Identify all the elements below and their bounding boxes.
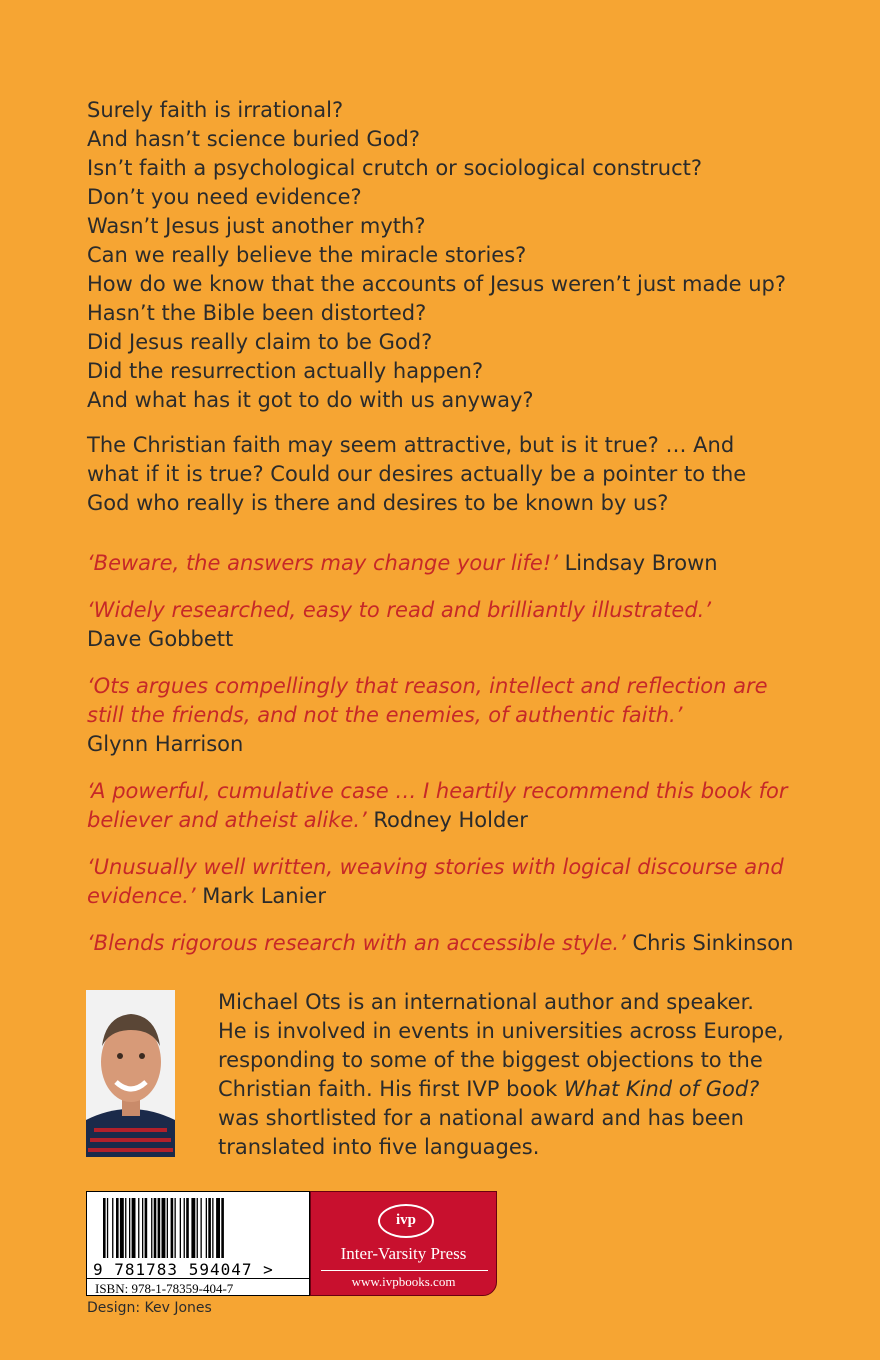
ivp-logo: ivp [378,1204,434,1238]
endorsement-text: ‘Unusually well written, weaving stories with logical discourse and evidence.’ [87,855,784,908]
endorsement [87,672,807,759]
barcode-bar [138,1198,139,1258]
barcode-bar [167,1198,168,1258]
author-bio [218,988,858,1162]
bio-line: Michael Ots is an international author and speaker. [218,990,754,1014]
endorsement [87,549,807,578]
author-photo [86,990,175,1157]
endorsement-author: Dave Gobbett [87,627,234,651]
question-line: Hasn’t the Bible been distorted? [87,301,427,325]
endorsement-text: ‘Blends rigorous research with an accessible style.’ [87,931,626,955]
barcode-bar [151,1198,152,1258]
question-line: Don’t you need evidence? [87,185,362,209]
barcode-bar [142,1198,143,1258]
endorsement-author: Rodney Holder [373,808,528,832]
endorsement-text: ‘Widely researched, easy to read and brilliantly illustrated.’ [87,598,712,622]
barcode-bar [216,1198,220,1258]
barcode-bar [103,1198,106,1258]
barcode-bars [95,1198,303,1262]
question-line: Can we really believe the miracle stories? [87,243,527,267]
question-line: Did Jesus really claim to be God? [87,330,433,354]
bio-line: translated into five languages. [218,1135,540,1159]
barcode-bar [145,1198,148,1258]
question-line: Surely faith is irrational? [87,98,344,122]
questions-list [87,96,847,415]
barcode-bar [191,1198,195,1258]
barcode-bar [132,1198,136,1258]
question-line: Isn’t faith a psychological crutch or sociological construct? [87,156,703,180]
barcode-bar [212,1198,213,1258]
barcode-bar [221,1198,224,1258]
isbn-label: ISBN: 978-1-78359-404-7 [87,1278,309,1299]
endorsement-author: Chris Sinkinson [632,931,794,955]
question-line: And hasn’t science buried God? [87,127,421,151]
endorsements [87,549,807,976]
bio-text: Christian faith. His first IVP book [218,1077,565,1101]
question-line: How do we know that the accounts of Jesus weren’t just made up? [87,272,787,296]
barcode-bar [120,1198,124,1258]
endorsement-text: ‘A powerful, cumulative case … I heartily recommend this book for believer and atheist alike.’ [87,779,788,832]
barcode-digits: 9 781783 594047 > [93,1260,274,1279]
endorsement-text: ‘Beware, the answers may change your life!’ [87,551,558,575]
endorsement [87,596,807,654]
barcode-bar [180,1198,181,1258]
barcode-bar [186,1198,189,1258]
barcode-bar [197,1198,198,1258]
barcode-bar [171,1198,174,1258]
publisher-url: www.ivpbooks.com [351,1274,456,1289]
barcode-bar [158,1198,161,1258]
barcode-bar [208,1198,211,1258]
book-title: What Kind of God? [564,1077,760,1101]
barcode-bar [162,1198,166,1258]
publisher-panel [310,1191,497,1296]
barcode-bar [129,1198,130,1258]
barcode-bar [206,1198,207,1258]
question-line: Did the resurrection actually happen? [87,359,484,383]
barcode-bar [201,1198,202,1258]
barcode-bar [116,1198,119,1258]
barcode-bar [175,1198,176,1258]
divider [321,1270,488,1271]
barcode-bar [112,1198,113,1258]
barcode-bar [107,1198,108,1258]
bio-line: responding to some of the biggest objections to the [218,1048,763,1072]
publisher-name: Inter-Varsity Press [340,1244,467,1263]
bio-line: He is involved in events in universities across Europe, [218,1019,784,1043]
design-credit: Design: Kev Jones [87,1300,212,1316]
endorsement-author: Glynn Harrison [87,732,244,756]
intro-paragraph: The Christian faith may seem attractive, but is it true? … And what if it is true? Could our desires actually be a pointer to the God who really is there and desires to be known by us? [87,433,747,515]
endorsement-author: Mark Lanier [202,884,326,908]
question-line: Wasn’t Jesus just another myth? [87,214,426,238]
endorsement [87,853,807,911]
endorsement-text: ‘Ots argues compellingly that reason, intellect and reflection are still the friends, and not the enemies, of authentic faith.’ [87,674,768,727]
question-line: And what has it got to do with us anyway? [87,388,534,412]
bio-line [218,1075,858,1104]
endorsement [87,929,807,958]
barcode-bar [125,1198,126,1258]
barcode-bar [154,1198,157,1258]
bio-line: was shortlisted for a national award and has been [218,1106,744,1130]
endorsement-author: Lindsay Brown [564,551,718,575]
barcode-panel [86,1191,310,1296]
barcode-bar [184,1198,185,1258]
endorsement [87,777,807,835]
